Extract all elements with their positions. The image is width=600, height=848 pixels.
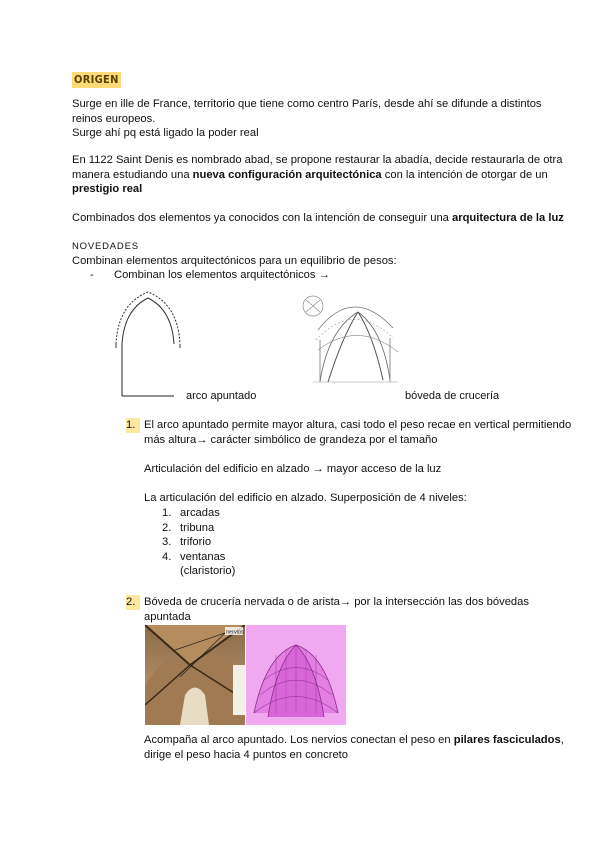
saint-denis-bold-2: prestigio real [72, 183, 143, 195]
level-note-text: (claristorio) [180, 565, 236, 577]
label-arch: arco apuntado [186, 390, 257, 402]
novedades-bullet [90, 268, 330, 283]
list-item-1 [126, 418, 576, 447]
level-label: triforio [180, 536, 212, 548]
pointed-arch-illustration [108, 286, 188, 401]
combined-paragraph [72, 211, 572, 226]
novedades-heading: NOVEDADES [72, 241, 139, 252]
closing-text-post: , dirige el peso hacia 4 puntos en concreto [144, 734, 564, 761]
level-label: ventanas [180, 550, 226, 563]
saint-denis-text-mid: con la intención de otorgar de un [381, 168, 548, 181]
level-item [162, 550, 235, 565]
combined-bold: arquitectura de la luz [452, 212, 564, 224]
level-number: 4. [162, 550, 172, 563]
level-label: arcadas [180, 507, 220, 519]
novedades-line: Combinan elementos arquitectónicos para un equilibrio de pesos: [72, 255, 397, 267]
saint-denis-text: En 1122 Saint Denis es nombrado abad, se propone restaurar la abadía, decide restaurarla de otra manera estudiando una [72, 154, 563, 181]
level-number: 3. [162, 536, 172, 548]
saint-denis-bold-1: nueva configuración arquitectónica [192, 168, 382, 181]
list-item-2 [126, 595, 546, 624]
level-item [162, 506, 235, 521]
item-1-number: 1. [126, 418, 140, 433]
vault-photo [145, 625, 245, 725]
superposicion-line: La articulación del edificio en alzado. Superposición de 4 niveles: [144, 492, 467, 504]
level-note [162, 564, 235, 579]
section-title-origen: ORIGEN [74, 73, 119, 86]
item-2-text: Bóveda de crucería nervada o de arista→ por la intersección las dos bóvedas apuntada [144, 596, 529, 623]
closing-bold: pilares fasciculados [453, 734, 561, 746]
saint-denis-paragraph [72, 153, 572, 197]
intro-line-1: Surge en ille de France, territorio que tiene como centro París, desde ahí se difunde a distintos reinos europeos. [72, 98, 542, 125]
closing-paragraph [144, 733, 574, 762]
level-label: tribuna [180, 521, 215, 534]
bullet-dash: - [90, 269, 94, 281]
intro-line-2: Surge ahí pq está ligado la poder real [72, 127, 259, 139]
articulacion-line: Articulación del edificio en alzado → mayor acceso de la luz [144, 463, 442, 475]
level-item [162, 535, 235, 550]
intro-paragraph [72, 97, 572, 141]
bullet-text: Combinan los elementos arquitectónicos → [114, 269, 330, 281]
item-1-text: El arco apuntado permite mayor altura, casi todo el peso recae en vertical permitiendo más altura→ carácter simbólico de grandeza por el tamaño [144, 419, 572, 446]
pink-vault-diagram [246, 625, 346, 725]
rib-vault-sketch [298, 290, 408, 390]
level-item [162, 521, 235, 536]
combined-text: Combinados dos elementos ya conocidos con la intención de conseguir una [72, 212, 452, 224]
label-vault: bóveda de crucería [405, 390, 500, 402]
level-number: 1. [162, 507, 172, 519]
level-number: 2. [162, 521, 172, 534]
item-2-number: 2. [126, 595, 140, 610]
levels-list [162, 506, 235, 579]
closing-text: Acompaña al arco apuntado. Los nervios conectan el peso en [144, 734, 454, 746]
photo-label: nervios [226, 629, 244, 636]
